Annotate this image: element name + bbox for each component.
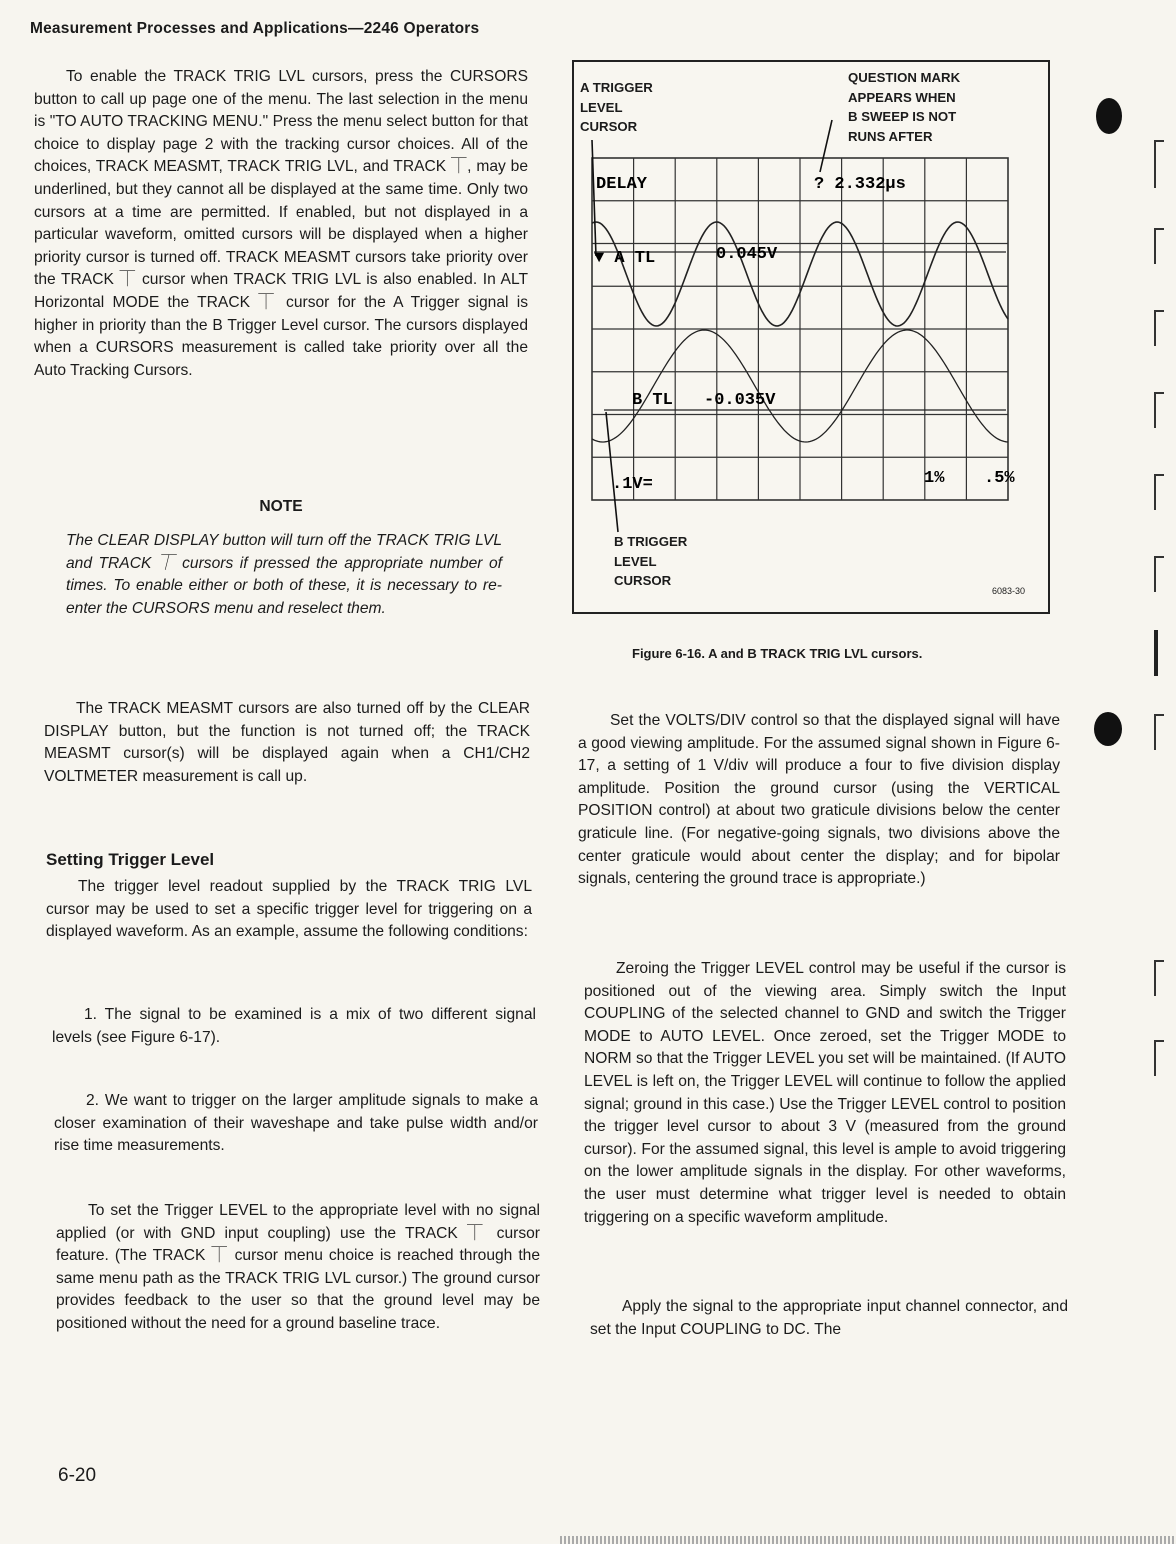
label-b-trigger-cursor: B TRIGGER LEVEL CURSOR bbox=[614, 534, 688, 588]
readout-r2: .5% bbox=[984, 469, 1015, 488]
readout-delay-value: ? 2.332µs bbox=[814, 175, 906, 194]
graticule bbox=[592, 158, 1008, 500]
readout-a-tl: ▼ A TL bbox=[594, 249, 656, 268]
readout-volts: .1V= bbox=[612, 475, 653, 494]
figure-id: 6083-30 bbox=[992, 586, 1026, 596]
label-a-trigger-cursor: A TRIGGER LEVEL CURSOR bbox=[580, 80, 653, 134]
leader-b bbox=[606, 412, 618, 532]
note-title: NOTE bbox=[259, 498, 303, 515]
readout-b-tl-value: -0.035V bbox=[704, 391, 776, 410]
left-paragraph-3: The trigger level readout supplied by the TRACK TRIG LVL cursor may be used to set a specific trigger level for triggering on a displayed waveform. As an example, assume the following conditions: bbox=[46, 878, 532, 941]
edge-mark bbox=[1154, 474, 1164, 510]
readout-a-tl-value: 0.045V bbox=[716, 245, 778, 264]
running-header: Measurement Processes and Applications—2246 Operators bbox=[30, 20, 480, 37]
edge-mark bbox=[1154, 392, 1164, 428]
left-paragraph-2: The TRACK MEASMT cursors are also turned off by the CLEAR DISPLAY button, but the function is not turned off; the TRACK MEASMT cursor(s) will be displayed again when a CH1/CH2 VOLTMETER measurement is call up. bbox=[44, 700, 530, 785]
edge-mark bbox=[1154, 556, 1164, 592]
readout-b-tl: B TL bbox=[632, 391, 673, 410]
right-paragraph-1: Set the VOLTS/DIV control so that the displayed signal will have a good viewing amplitude. For the assumed signal shown in Figure 6-17, a setting of 1 V/div will produce a four to five division display amplitude. Position the ground cursor (using the VERTICAL POSITION control) at about two graticule divisions below the center graticule line. (For negative-going signals, two divisions above the center graticule would about center the display; and for bipolar signals, centering the ground trace is appropriate.) bbox=[578, 712, 1060, 888]
edge-mark bbox=[1154, 228, 1164, 264]
scope-display bbox=[574, 62, 1048, 612]
readout-delay: DELAY bbox=[596, 175, 648, 194]
edge-mark bbox=[1154, 140, 1164, 188]
binder-mark bbox=[1094, 712, 1122, 746]
edge-mark bbox=[1154, 310, 1164, 346]
left-paragraph-1: To enable the TRACK TRIG LVL cursors, press the CURSORS button to call up page one of the menu. The last selection in the menu is "TO AUTO TRACKING MENU." Press the menu select button for that choice to display page 2 with the tracking cursor choices. All of the choices, TRACK MEASMT, TRACK TRIG LVL, and TRACK ⏉, may be underlined, but they cannot all be displayed at the same time. Only two cursors at a time are permitted. If enabled, but not displayed in a particular waveform, omitted cursors will be displayed when a higher priority cursor is turned off. TRACK MEASMT cursors take priority over the TRACK ⏉ cursor when TRACK TRIG LVL is also enabled. In ALT Horizontal MODE the TRACK ⏉ cursor for the A Trigger signal is higher in priority than the B Trigger Level cursor. The cursors displayed when a CURSORS measurement is called take priority over all the Auto Tracking Cursors. bbox=[34, 68, 528, 379]
note-body: The CLEAR DISPLAY button will turn off the TRACK TRIG LVL and TRACK ⏉ cursors if pressed the appropriate number of times. To enable either or both of these, it is necessary to re-enter the CURSORS menu and reselect them. bbox=[66, 532, 502, 617]
section-heading: Setting Trigger Level bbox=[46, 850, 215, 869]
right-paragraph-3: Apply the signal to the appropriate input channel connector, and set the Input COUPLING to DC. The bbox=[590, 1298, 1068, 1338]
edge-mark bbox=[1154, 1040, 1164, 1076]
left-paragraph-4: To set the Trigger LEVEL to the appropriate level with no signal applied (or with GND input coupling) use the TRACK ⏉ cursor feature. (The TRACK ⏉ cursor menu choice is reached through the same menu path as the TRACK TRIG LVL cursor.) The ground cursor provides feedback to the user so that the ground level may be positioned without the need for a ground baseline trace. bbox=[56, 1202, 540, 1332]
label-question-mark: QUESTION MARK APPEARS WHEN B SWEEP IS NOT RUNS AFTER bbox=[848, 70, 961, 144]
list-item-2: 2. We want to trigger on the larger amplitude signals to make a closer examination of their waveshape and take pulse width and/or rise time measurements. bbox=[54, 1092, 538, 1155]
right-paragraph-2: Zeroing the Trigger LEVEL control may be useful if the cursor is positioned out of the viewing area. Simply switch the Input COUPLING of the selected channel to GND and switch the Trigger MODE to AUTO LEVEL. Once zeroed, set the Trigger MODE to NORM so that the Trigger LEVEL you set will be maintained. (If AUTO LEVEL is left on, the Trigger LEVEL will continue to follow the applied signal; ground in this case.) Use the Trigger LEVEL control to position the trigger level cursor to about 3 V (measured from the ground cursor). For the assumed signal, this level is ample to avoid triggering on the lower amplitude signals in the display. For other waveforms, the user must determine what trigger level is needed to obtain triggering on a specific waveform amplitude. bbox=[584, 960, 1066, 1226]
figure-6-16 bbox=[572, 60, 1050, 614]
binder-mark bbox=[1096, 98, 1122, 134]
edge-mark bbox=[1154, 960, 1164, 996]
scan-edge bbox=[560, 1536, 1176, 1544]
list-item-1: 1. The signal to be examined is a mix of two different signal levels (see Figure 6-17). bbox=[52, 1006, 536, 1046]
figure-caption: Figure 6-16. A and B TRACK TRIG LVL cursors. bbox=[632, 646, 923, 661]
readout-r1: 1% bbox=[924, 469, 945, 488]
edge-mark bbox=[1154, 630, 1158, 676]
page-number: 6-20 bbox=[58, 1465, 97, 1486]
edge-mark bbox=[1154, 714, 1164, 750]
leader-question bbox=[820, 120, 832, 172]
